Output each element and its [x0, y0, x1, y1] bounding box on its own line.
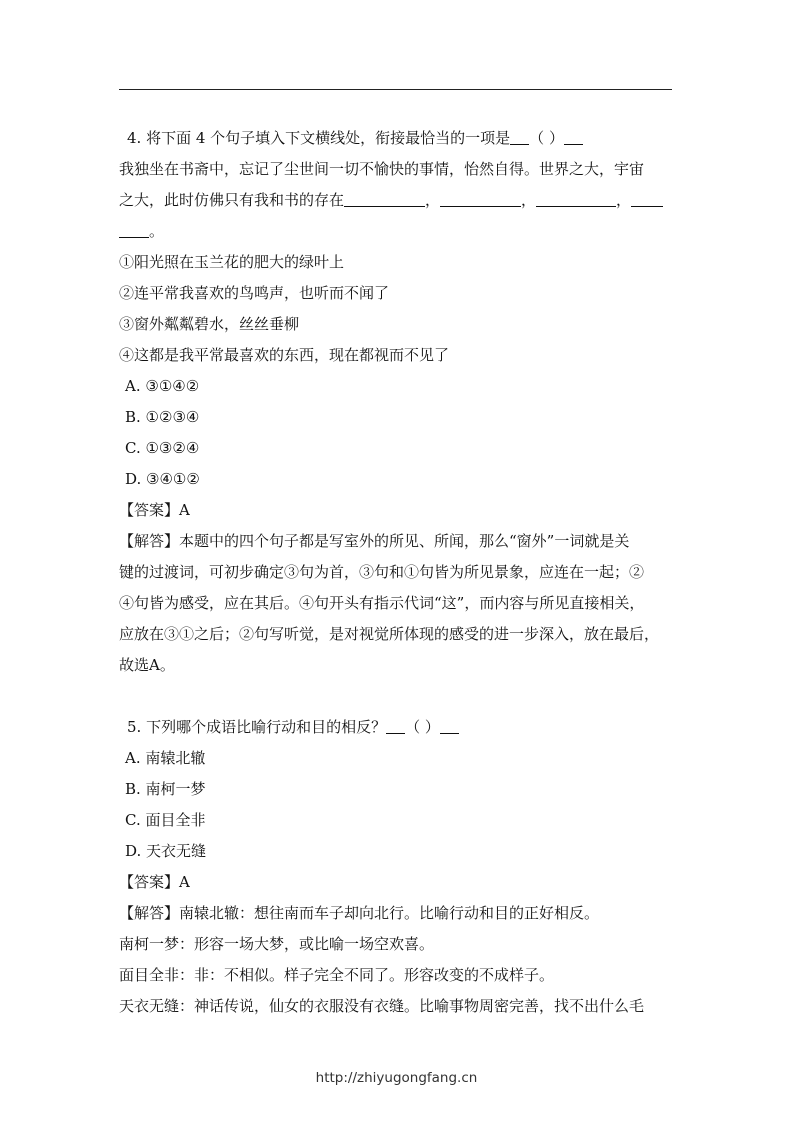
period: 。 [149, 222, 165, 240]
q5-explanation-line-1: 【解答】南辕北辙：想往南而车子却向北行。比喻行动和目的正好相反。 [119, 904, 600, 922]
q5-explanation-line-4: 天衣无缝：神话传说，仙女的衣服没有衣缝。比喻事物周密完善，找不出什么毛 [119, 997, 645, 1015]
fill-blank-4a [631, 191, 663, 207]
q5-stem [119, 712, 675, 743]
fill-blank-2 [440, 191, 521, 207]
footer-url: http://zhiyugongfang.cn [315, 1070, 478, 1086]
q4-stem-paren: （ ） [529, 129, 564, 147]
question-spacer [119, 681, 675, 712]
comma: ， [425, 191, 441, 209]
q4-sentence-2: ②连平常我喜欢的鸟鸣声，也听而不闻了 [119, 284, 390, 302]
q4-option-b: B. ①②③④ [125, 408, 200, 426]
q4-sentence-3: ③窗外粼粼碧水，丝丝垂柳 [119, 315, 300, 333]
q5-option-d: D. 天衣无缝 [125, 842, 207, 860]
comma: ， [616, 191, 632, 209]
fill-blank-3 [536, 191, 616, 207]
q4-passage-line-1: 我独坐在书斋中，忘记了尘世间一切不愉快的事情，怡然自得。世界之大，宇宙 [119, 160, 645, 178]
q4-answer: 【答案】A [119, 501, 190, 519]
answer-blank [386, 718, 405, 734]
q4-explanation-line-5: 故选A。 [119, 656, 175, 674]
q5-option-c: C. 面目全非 [125, 811, 206, 829]
q5-stem-paren: （ ） [405, 718, 440, 736]
q4-sentence-1: ①阳光照在玉兰花的肥大的绿叶上 [119, 253, 345, 271]
q4-explanation-line-1: 【解答】本题中的四个句子都是写室外的所见、所闻，那么“窗外”一词就是关 [119, 532, 630, 550]
q4-stem-text: 4. 将下面 4 个句子填入下文横线处，衔接最恰当的一项是 [127, 129, 511, 147]
q5-answer: 【答案】A [119, 873, 190, 891]
q4-option-a: A. ③①④② [125, 377, 200, 395]
q5-option-a: A. 南辕北辙 [125, 749, 206, 767]
q5-option-b: B. 南柯一梦 [125, 780, 206, 798]
q4-stem [119, 123, 675, 154]
q4-explanation-line-3: ④句皆为感受，应在其后。④句开头有指示代词“这”，而内容与所见直接相关， [119, 594, 645, 612]
q5-stem-text: 5. 下列哪个成语比喻行动和目的相反？ [127, 718, 387, 736]
answer-blank [564, 129, 583, 145]
q4-passage-line-2 [119, 185, 675, 216]
q4-passage-line-3 [119, 216, 675, 247]
header-rule [119, 89, 672, 90]
q4-explanation-line-4: 应放在③①之后；②句写听觉，是对视觉所体现的感受的进一步深入，放在最后， [119, 625, 660, 643]
q4-option-c: C. ①③②④ [125, 439, 200, 457]
q4-option-d: D. ③④①② [125, 470, 200, 488]
q4-explanation-line-2: 键的过渡词，可初步确定③句为首，③句和①句皆为所见景象，应连在一起；② [119, 563, 645, 581]
fill-blank-1 [344, 191, 425, 207]
answer-blank [440, 718, 459, 734]
q4-sentence-4: ④这都是我平常最喜欢的东西，现在都视而不见了 [119, 346, 450, 364]
q5-explanation-line-3: 面目全非：非：不相似。样子完全不同了。形容改变的不成样子。 [119, 966, 555, 984]
answer-blank [510, 129, 529, 145]
q5-explanation-line-2: 南柯一梦：形容一场大梦，或比喻一场空欢喜。 [119, 935, 435, 953]
fill-blank-4b [119, 222, 149, 238]
q4-passage-text: 之大，此时仿佛只有我和书的存在 [119, 191, 345, 209]
page-content [119, 123, 675, 1022]
comma: ， [521, 191, 537, 209]
